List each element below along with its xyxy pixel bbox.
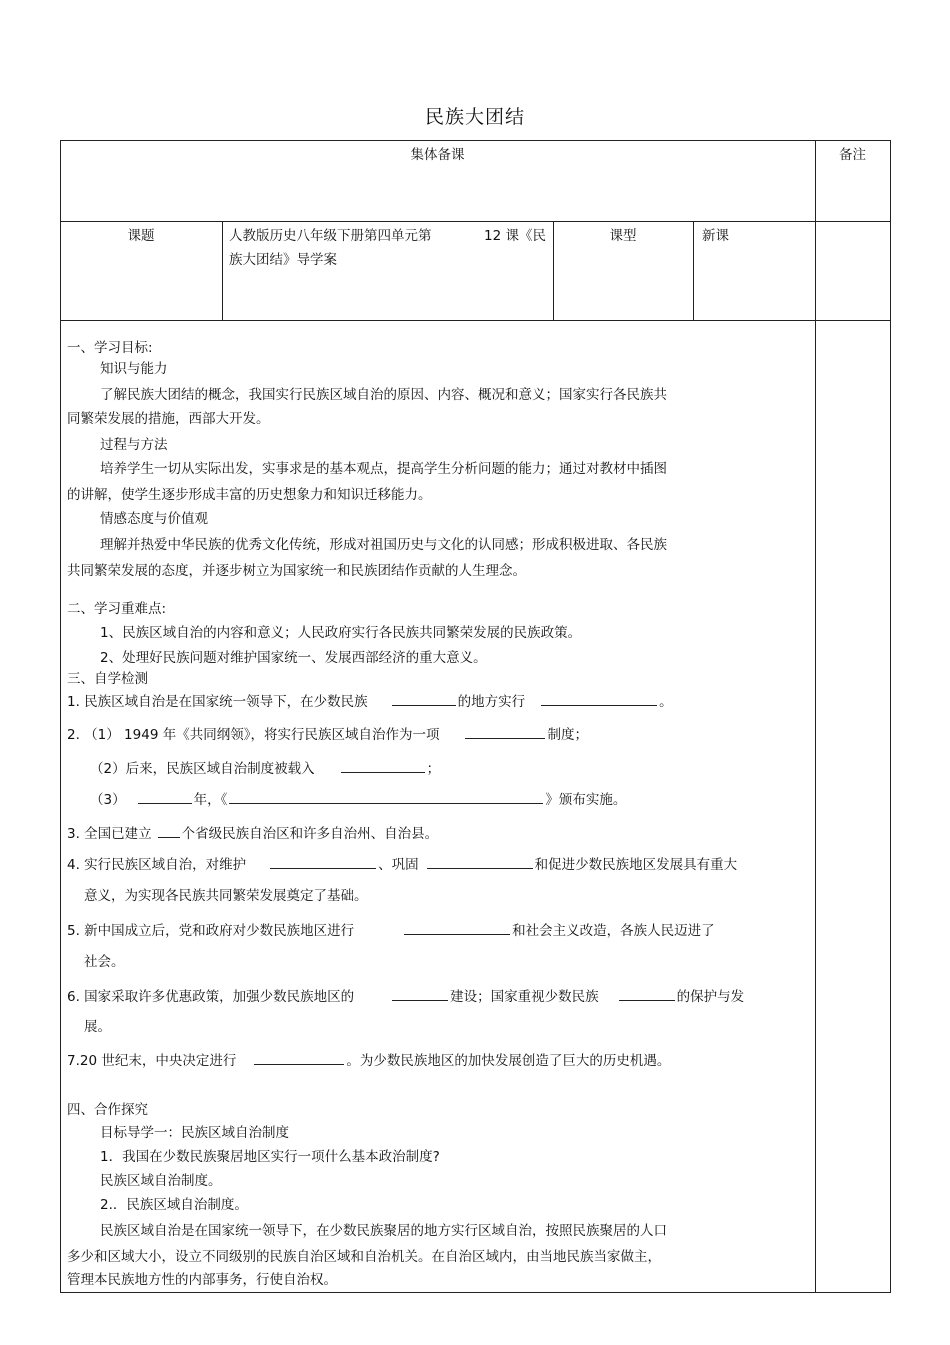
page-title: 民族大团结 [424,106,525,128]
table-border-bottom [60,1292,891,1293]
question-6-text-b: 建设；国家重视少数民族 [450,989,599,1005]
blank-input[interactable] [392,691,456,706]
table-border-row1 [60,221,891,222]
section1-sub-process: 过程与方法 [100,437,168,453]
question-7-text-b: 。为少数民族地区的加快发展创造了巨大的历史机遇。 [346,1053,671,1069]
section4-a1: 民族区域自治制度。 [100,1173,222,1189]
blank-input[interactable] [158,823,180,838]
question-3 [67,823,438,844]
section1-p2-line2: 的讲解，使学生逐步形成丰富的历史想象力和知识迁移能力。 [67,487,432,503]
question-2-part2-text-b: ； [426,761,441,777]
table-divider-type [693,221,694,320]
question-2-part3 [90,789,626,810]
topic-value-line1a: 人教版历史八年级下册第四单元第 [229,228,432,244]
topic-value-line1b: 12 课《民 [484,228,546,244]
blank-input[interactable] [270,854,376,869]
lesson-type-value: 新课 [702,228,729,244]
question-4 [67,854,737,875]
blank-input[interactable] [541,691,657,706]
section2-item1: 1、民族区域自治的内容和意义；人民政府实行各民族共同繁荣发展的民族政策。 [100,625,582,641]
question-5-text-b: 和社会主义改造，各族人民迈进了 [512,923,715,939]
question-6-line2: 展。 [84,1019,111,1035]
question-1 [67,691,673,712]
topic-label: 课题 [127,228,155,244]
section4-p-line2: 多少和区域大小，设立不同级别的民族自治区域和自治机关。在自治区域内，由当地民族当家做主， [67,1249,661,1265]
question-2-part2 [90,758,440,779]
question-1-text-b: 的地方实行 [457,694,526,710]
question-2-part3-text-b: 年，《 [193,792,228,808]
section4-heading: 四、合作探究 [67,1102,148,1118]
blank-input[interactable] [254,1050,344,1065]
section2-item2: 2、处理好民族问题对维护国家统一、发展西部经济的重大意义。 [100,650,487,666]
section4-q2: 2.．民族区域自治制度。 [100,1197,248,1213]
table-divider-topic [222,221,223,320]
table-border-right [890,140,891,1292]
lesson-type-label: 课型 [609,228,637,244]
section1-p1-line2: 同繁荣发展的措施，西部大开发。 [67,411,270,427]
blank-input[interactable] [138,789,192,804]
question-6-text-a: 6. 国家采取许多优惠政策，加强少数民族地区的 [67,989,355,1005]
blank-input[interactable] [427,854,533,869]
question-4-text-c: 和促进少数民族地区发展具有重大 [534,857,738,873]
section1-p3-line1: 理解并热爱中华民族的优秀文化传统，形成对祖国历史与文化的认同感；形成积极进取、各民族 [100,537,667,553]
question-6-text-c: 的保护与发 [676,989,745,1005]
section1-p3-line2: 共同繁荣发展的态度，并逐步树立为国家统一和民族团结作贡献的人生理念。 [67,563,526,579]
section1-p1-line1: 了解民族大团结的概念，我国实行民族区域自治的原因、内容、概况和意义；国家实行各民族共 [100,387,667,403]
collective-prep-label: 集体备课 [410,147,465,163]
section4-p-line3: 管理本民族地方性的内部事务，行使自治权。 [67,1272,337,1288]
question-3-text-b: 个省级民族自治区和许多自治州、自治县。 [181,826,439,842]
section4-goal1: 目标导学一：民族区域自治制度 [100,1125,289,1141]
blank-input[interactable] [465,724,545,739]
blank-input[interactable] [341,758,425,773]
table-border-row2 [60,320,891,321]
question-4-text-b: 、巩固 [378,857,419,873]
section1-heading: 一、学习目标: [67,340,153,356]
section1-sub-attitude: 情感态度与价值观 [100,511,208,527]
question-1-text-a: 1. 民族区域自治是在国家统一领导下，在少数民族 [67,694,368,710]
question-7-text-a: 7.20 世纪末，中央决定进行 [67,1053,237,1069]
section1-sub-knowledge: 知识与能力 [100,361,168,377]
question-4-line2: 意义，为实现各民族共同繁荣发展奠定了基础。 [84,888,368,904]
blank-input[interactable] [404,920,510,935]
blank-input[interactable] [392,986,448,1001]
section1-p2-line1: 培养学生一切从实际出发，实事求是的基本观点，提高学生分析问题的能力；通过对教材中插图 [100,461,667,477]
table-border-top [60,140,891,141]
blank-input[interactable] [229,789,543,804]
blank-input[interactable] [619,986,675,1001]
section4-q1: 1．我国在少数民族聚居地区实行一项什么基本政治制度? [100,1149,440,1165]
section4-p-line1: 民族区域自治是在国家统一领导下，在少数民族聚居的地方实行区域自治，按照民族聚居的人口 [100,1223,667,1239]
question-2-text-b: 制度； [547,727,588,743]
table-border-left [60,140,61,1292]
question-2-part3-text-c: 》颁布实施。 [545,792,627,808]
question-2-part3-text-a: （3） [90,792,126,808]
question-5 [67,920,715,941]
question-2-part2-text-a: （2）后来，民族区域自治制度被载入 [90,761,315,777]
question-5-line2: 社会。 [84,954,125,970]
question-7 [67,1050,670,1071]
question-4-text-a: 4. 实行民族区域自治，对维护 [67,857,247,873]
topic-value-line2: 族大团结》导学案 [229,252,337,268]
question-3-text-a: 3. 全国已建立 [67,826,152,842]
section3-heading: 三、自学检测 [67,671,148,687]
question-2 [67,724,588,745]
table-border-remarks [815,140,816,1292]
section2-heading: 二、学习重难点: [67,601,167,617]
question-2-text-a: 2. （1） 1949 年《共同纲领》，将实行民族区域自治作为一项 [67,727,440,743]
question-6 [67,986,744,1007]
remarks-label: 备注 [839,147,866,163]
question-5-text-a: 5. 新中国成立后，党和政府对少数民族地区进行 [67,923,355,939]
question-1-text-c: 。 [659,694,673,710]
